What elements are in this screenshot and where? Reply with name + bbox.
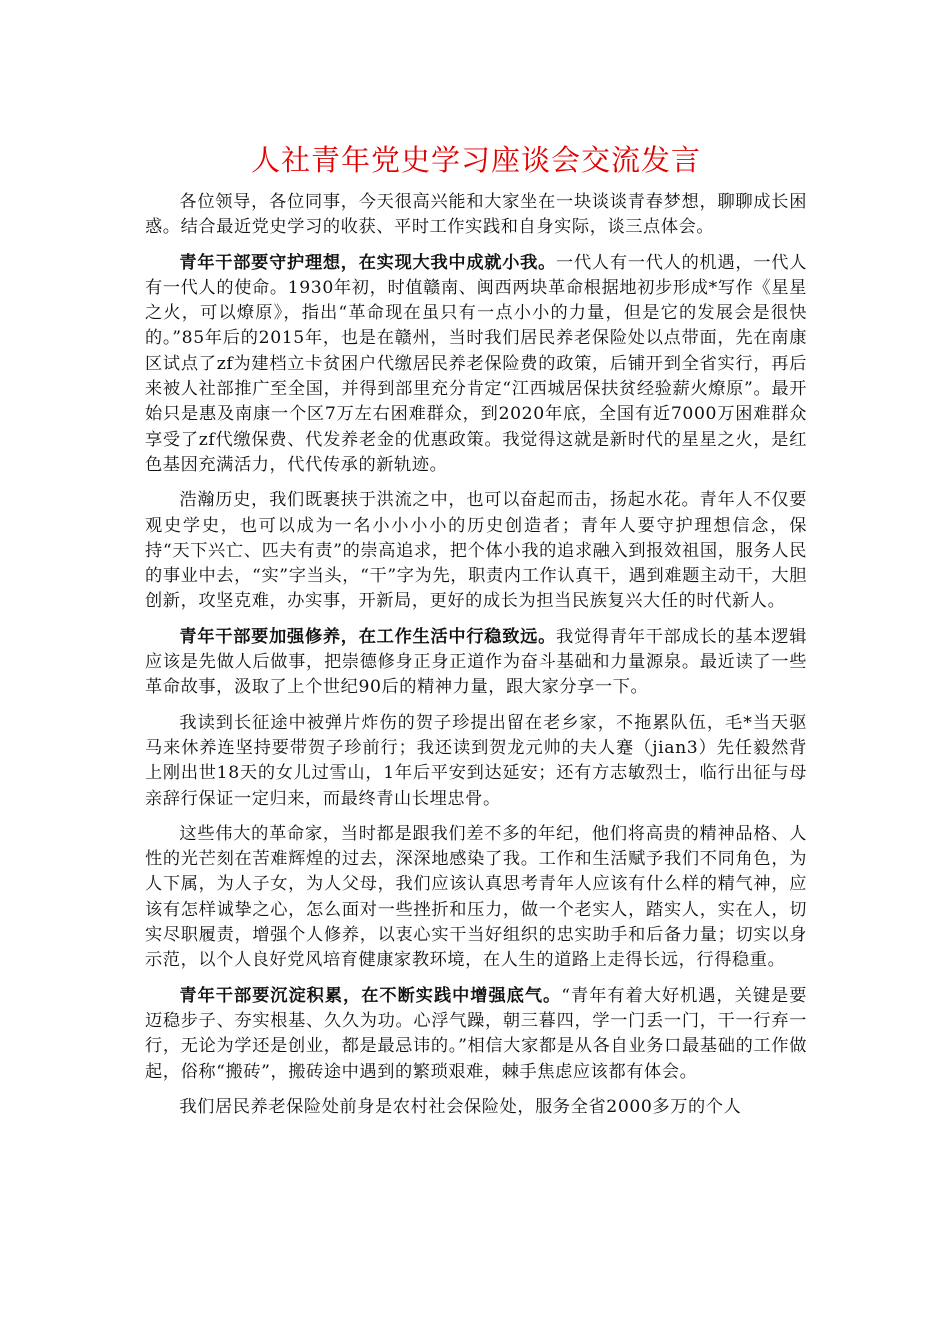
paragraph-text: 我们居民养老保险处前身是农村社会保险处，服务全省2000多万的个人 bbox=[179, 1096, 742, 1117]
paragraph-point-three bbox=[145, 984, 807, 1085]
paragraph-point-two bbox=[145, 625, 807, 701]
paragraph-stories bbox=[145, 711, 807, 812]
paragraph-history bbox=[145, 488, 807, 614]
paragraph-point-one bbox=[145, 251, 807, 479]
paragraph-lead: 青年干部要加强修养，在工作生活中行稳致远。 bbox=[179, 626, 557, 647]
paragraph-text: 浩瀚历史，我们既裹挟于洪流之中，也可以奋起而击，扬起水花。青年人不仅要观史学史，也可以成为一名小小小小的历史创造者；青年人要守护理想信念，保持“天下兴亡、匹夫有责”的崇高追求，把个体小我的追求融入到报效祖国，服务人民的事业中去，“实”字当头，“干”字为先，职责内工作认真干，遇到难题主动干，大胆创新，攻坚克难，办实事，开新局，更好的成长为担当民族复兴大任的时代新人。 bbox=[145, 490, 807, 612]
paragraph-text: 我读到长征途中被弹片炸伤的贺子珍提出留在老乡家，不拖累队伍，毛*当天驱马来休养连坚持要带贺子珍前行；我还读到贺龙元帅的夫人蹇（jian3）先任毅然背上刚出世18天的女儿过雪山，1年后平安到达延安；还有方志敏烈士，临行出征与母亲辞行保证一定归来，而最终青山长埋忠骨。 bbox=[145, 712, 807, 809]
paragraph-reflection bbox=[145, 822, 807, 974]
paragraph-text: “青年有着大好机遇，关键是要迈稳步子、夯实根基、久久为功。心浮气躁，朝三暮四，学一门丢一门，干一行弃一行，无论为学还是创业，都是最忌讳的。”相信大家都是从各自业务口最基础的工作做起，俗称“搬砖”，搬砖途中遇到的繁琐艰难，棘手焦虑应该都有体会。 bbox=[145, 985, 807, 1082]
paragraph-department bbox=[145, 1095, 807, 1120]
paragraph-text: 一代人有一代人的机遇，一代人有一代人的使命。1930年初，时值赣南、闽西两块革命根据地初步形成*写作《星星之火，可以燎原》，指出“革命现在虽只有一点小小的力量，但是它的发展会是很快的。”85年后的2015年，也是在赣州，当时我们居民养老保险处以点带面，先在南康区试点了zf为建档立卡贫困户代缴居民养老保险费的政策，后铺开到全省实行，再后来被人社部推广至全国，并得到部里充分肯定“江西城居保扶贫经验薪火燎原”。最开始只是惠及南康一个区7万左右困难群众，到2020年底，全国有近7000万困难群众享受了zf代缴保费、代发养老金的优惠政策。我觉得这就是新时代的星星之火，是红色基因充满活力，代代传承的新轨迹。 bbox=[145, 252, 807, 475]
document-body bbox=[145, 190, 807, 1130]
paragraph-text: 这些伟大的革命家，当时都是跟我们差不多的年纪，他们将高贵的精神品格、人性的光芒刻在苦难辉煌的过去，深深地感染了我。工作和生活赋予我们不同角色，为人下属，为人子女，为人父母，我们应该认真思考青年人应该有什么样的精气神，应该有怎样诚挚之心，怎么面对一些挫折和压力，做一个老实人，踏实人，实在人，切实尽职履责，增强个人修养，以衷心实干当好组织的忠实助手和后备力量；切实以身示范，以个人良好党风培育健康家教环境，在人生的道路上走得长远，行得稳重。 bbox=[145, 823, 807, 971]
paragraph-intro bbox=[145, 190, 807, 241]
document-title: 人社青年党史学习座谈会交流发言 bbox=[250, 143, 701, 177]
paragraph-lead: 青年干部要沉淀积累，在不断实践中增强底气。 bbox=[179, 985, 562, 1006]
paragraph-text: 我觉得青年干部成长的基本逻辑应该是先做人后做事，把崇德修身正身正道作为奋斗基础和力量源泉。最近读了一些革命故事，汲取了上个世纪90后的精神力量，跟大家分享一下。 bbox=[145, 626, 807, 698]
paragraph-text: 各位领导，各位同事，今天很高兴能和大家坐在一块谈谈青春梦想，聊聊成长困惑。结合最近党史学习的收获、平时工作实践和自身实际，谈三点体会。 bbox=[145, 192, 807, 238]
paragraph-lead: 青年干部要守护理想，在实现大我中成就小我。 bbox=[179, 252, 557, 273]
